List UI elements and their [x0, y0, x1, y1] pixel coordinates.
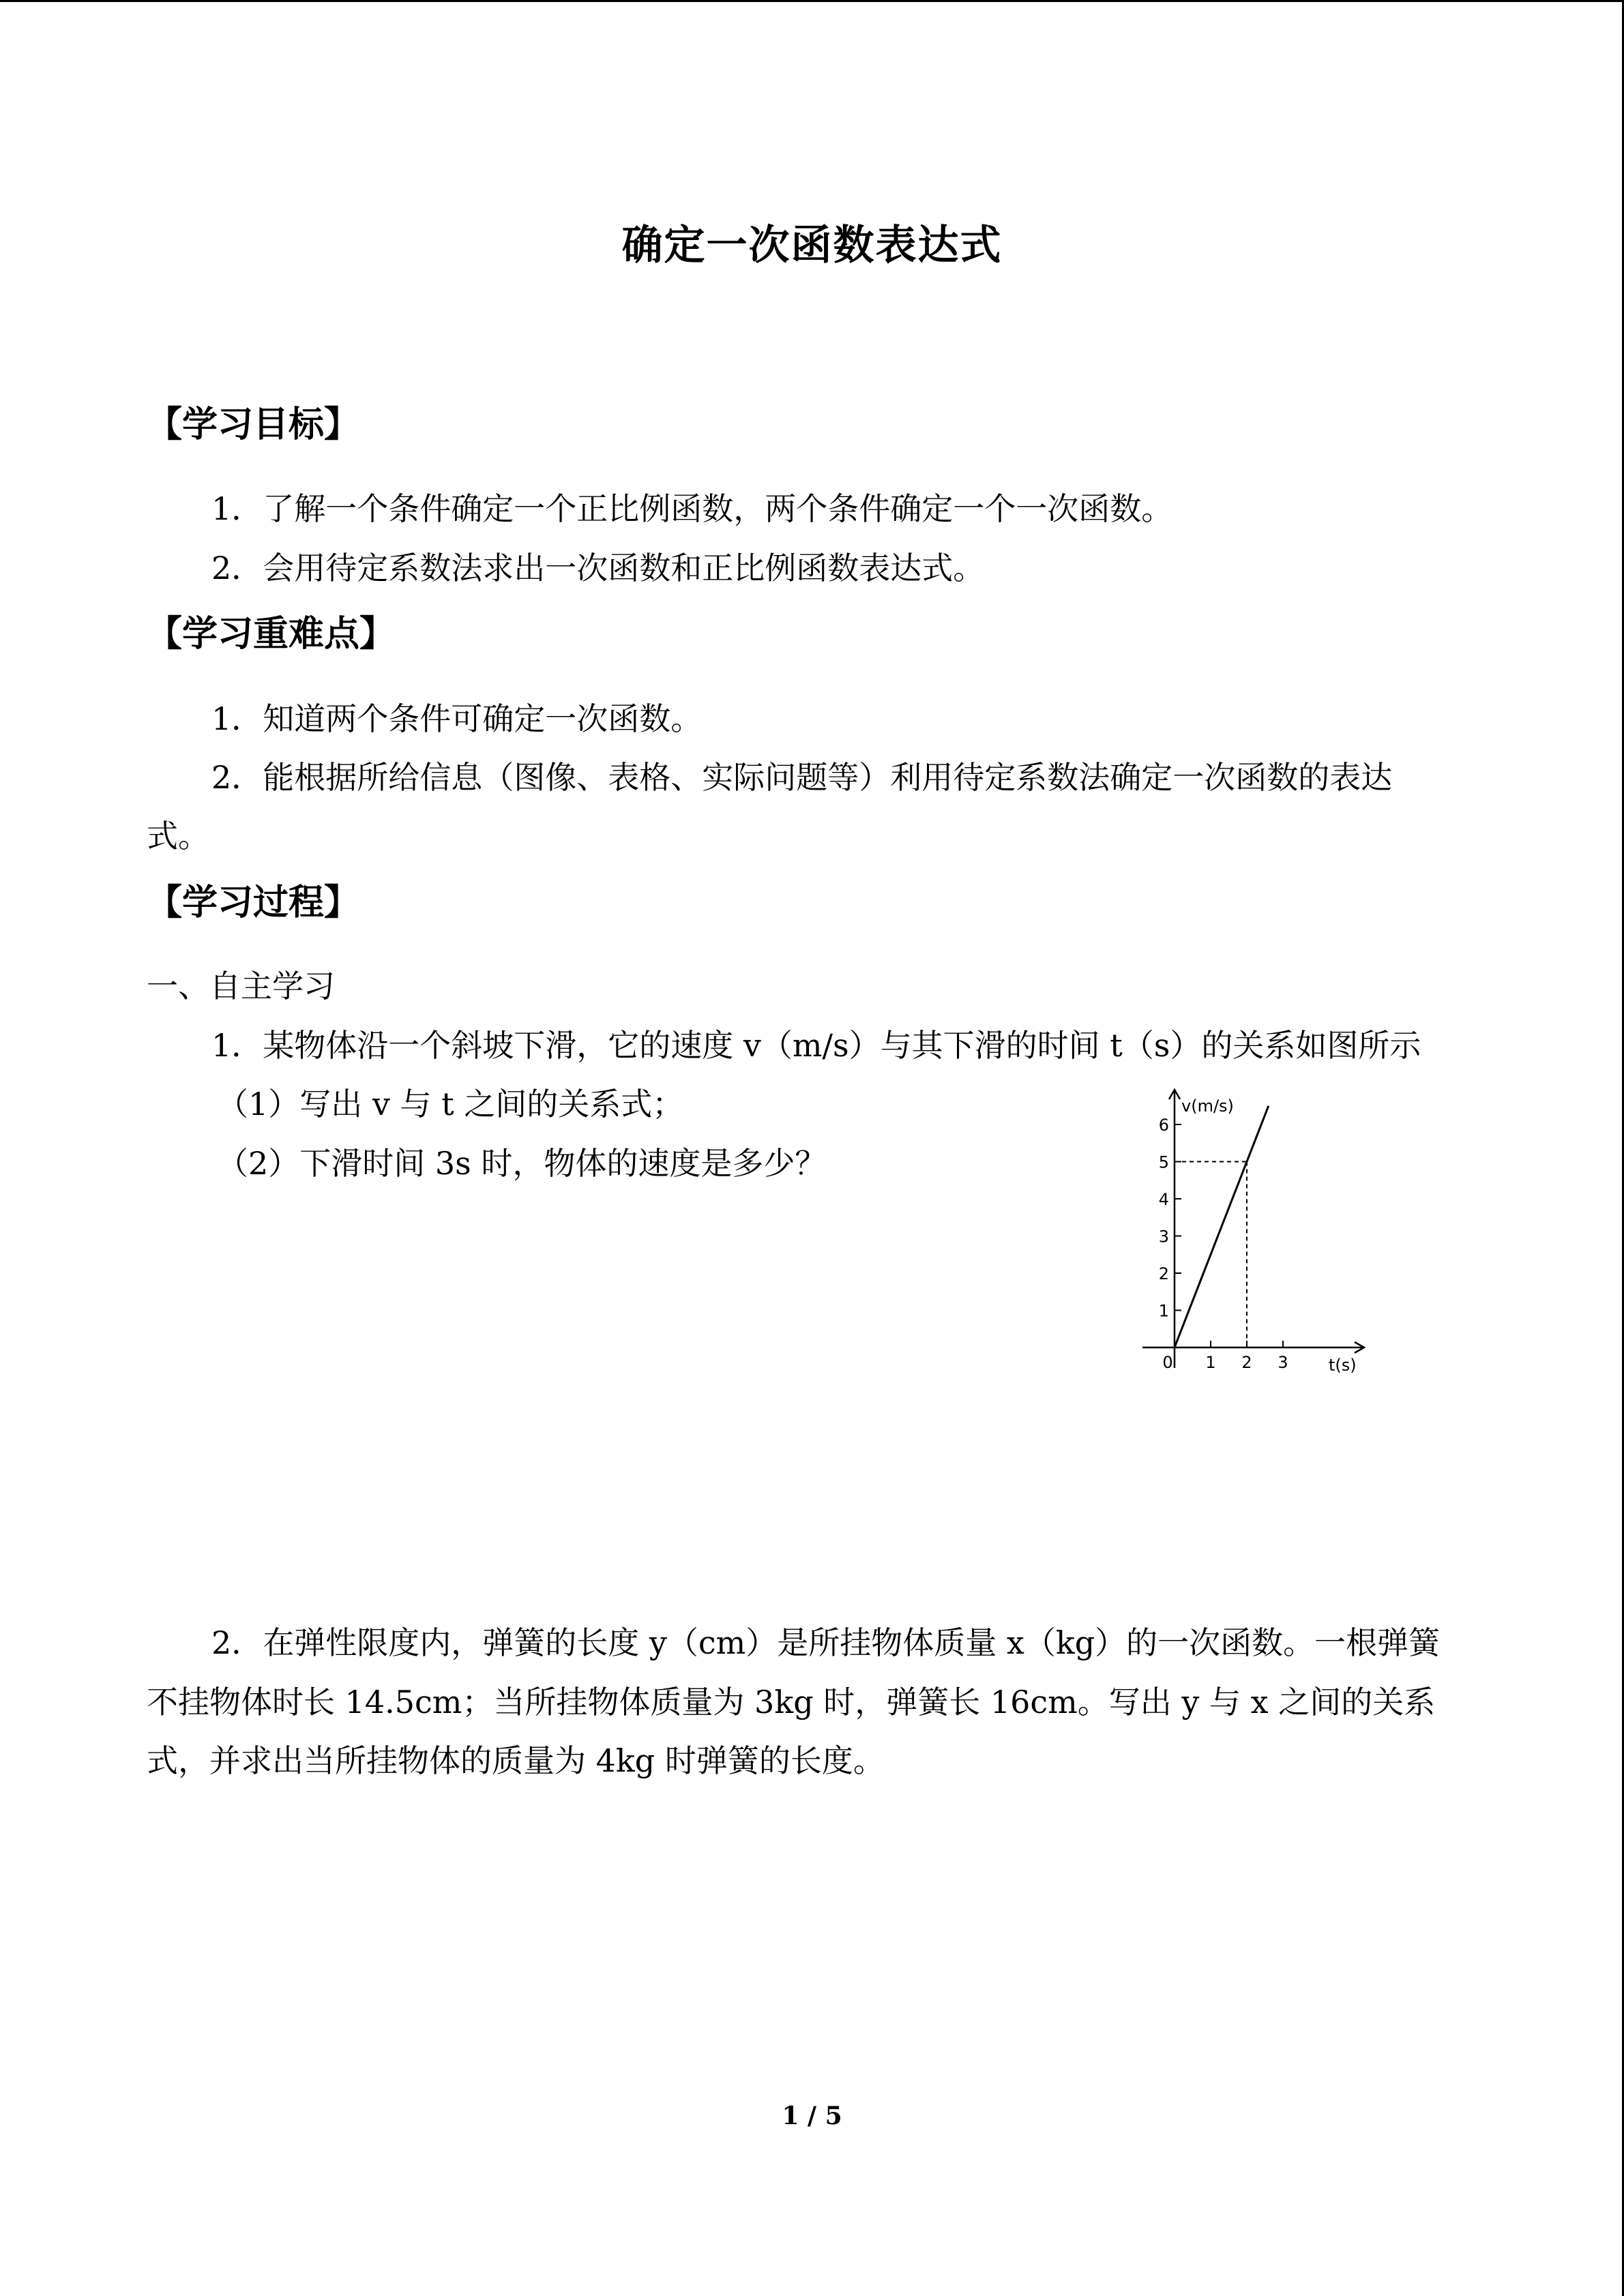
goal-item-1: 1．了解一个条件确定一个正比例函数，两个条件确定一个一次函数。: [211, 490, 1173, 527]
page-number: 1 / 5: [782, 2102, 842, 2130]
key-point-item-2-cont: 式。: [147, 818, 209, 854]
page-title: 确定一次函数表达式: [621, 222, 1003, 269]
question-1: 1．某物体沿一个斜坡下滑，它的速度 v（m/s）与其下滑的时间 t（s）的关系如图所示: [211, 1027, 1421, 1064]
heading-process: 【学习过程】: [147, 882, 360, 923]
x-tick-label: 2: [1241, 1353, 1252, 1372]
y-axis-label: v(m/s): [1181, 1097, 1234, 1116]
y-tick-label: 3: [1158, 1227, 1169, 1247]
velocity-time-graph: [1132, 1084, 1378, 1377]
x-axis-label: t(s): [1329, 1356, 1357, 1375]
x-tick-label: 1: [1205, 1353, 1216, 1372]
page-border-top: [0, 0, 1624, 2]
x-tick-label: 3: [1278, 1353, 1288, 1372]
question-2-line-1: 2．在弹性限度内，弹簧的长度 y（cm）是所挂物体质量 x（kg）的一次函数。一根弹簧: [211, 1624, 1441, 1661]
subheading-self-study: 一、自主学习: [147, 968, 335, 1004]
series-line-v: [1175, 1106, 1269, 1347]
y-tick-label: 4: [1158, 1190, 1169, 1209]
y-tick-label: 1: [1158, 1301, 1169, 1321]
goal-item-2: 2．会用待定系数法求出一次函数和正比例函数表达式。: [211, 550, 985, 586]
question-1-part-1: （1）写出 v 与 t 之间的关系式；: [217, 1086, 684, 1122]
y-tick-label: 5: [1158, 1152, 1169, 1172]
question-2-line-3: 式，并求出当所挂物体的质量为 4kg 时弹簧的长度。: [147, 1742, 885, 1779]
y-tick-label: 6: [1158, 1116, 1169, 1135]
question-2-line-2: 不挂物体时长 14.5cm；当所挂物体质量为 3kg 时，弹簧长 16cm。写出 y 与 x 之间的关系: [147, 1684, 1436, 1720]
heading-key-points: 【学习重难点】: [147, 613, 396, 655]
question-1-part-2: （2）下滑时间 3s 时，物体的速度是多少？: [217, 1145, 827, 1182]
y-tick-label: 2: [1158, 1264, 1169, 1283]
key-point-item-2: 2．能根据所给信息（图像、表格、实际问题等）利用待定系数法确定一次函数的表达: [211, 759, 1393, 796]
key-point-item-1: 1．知道两个条件可确定一次函数。: [211, 700, 703, 737]
x-tick-label: 0: [1162, 1353, 1173, 1372]
heading-goals: 【学习目标】: [147, 404, 360, 445]
